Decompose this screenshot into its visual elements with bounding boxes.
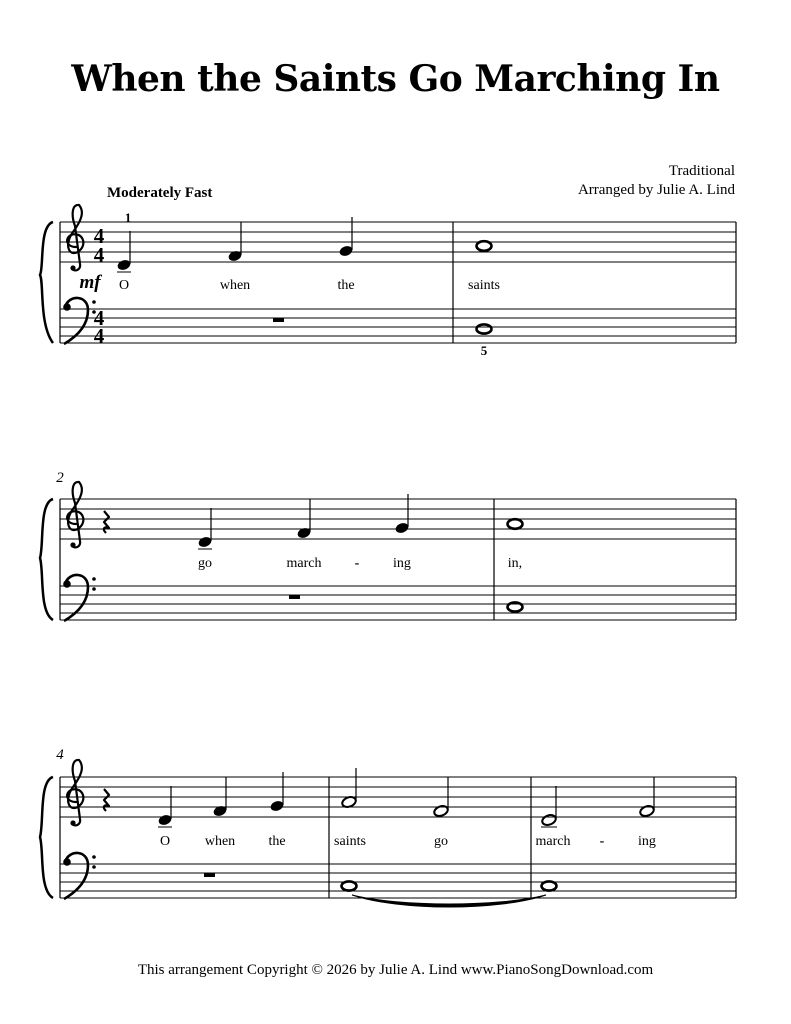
quarter-note: [212, 804, 227, 817]
fingering-number: 5: [480, 343, 488, 358]
song-title: When the Saints Go Marching In: [71, 58, 720, 100]
treble-staff-lines: [60, 499, 736, 539]
tempo-marking: Moderately Fast: [107, 185, 213, 201]
treble-clef-icon: [67, 760, 83, 826]
time-signature-bottom: 4: [93, 243, 105, 267]
bass-staff-lines: [60, 586, 736, 620]
whole-rest: [273, 318, 284, 322]
whole-note: [542, 881, 557, 890]
lyric-hyphen: -: [599, 834, 605, 849]
grand-staff-brace: [40, 499, 53, 620]
whole-rest: [204, 873, 215, 877]
lyric: in,: [507, 556, 523, 571]
quarter-note: [157, 813, 172, 826]
half-note: [433, 804, 449, 817]
system-1: [40, 205, 736, 358]
lyric: when: [204, 834, 236, 849]
whole-note: [342, 881, 357, 890]
lyric: go: [198, 556, 212, 571]
system-3: [40, 747, 736, 907]
time-signature-top: 4: [93, 306, 105, 330]
bass-clef-icon: [63, 575, 96, 621]
treble-staff-lines: [60, 777, 736, 817]
composer-line: Traditional: [668, 163, 735, 179]
arranger-line: Arranged by Julie A. Lind: [577, 182, 735, 198]
time-signature-bottom: 4: [93, 324, 105, 348]
half-note: [541, 813, 557, 826]
lyric-hyphen: -: [354, 556, 360, 571]
quarter-rest: [104, 789, 109, 811]
tie: [352, 895, 546, 907]
dynamic-marking: mf: [79, 272, 101, 293]
quarter-note: [227, 249, 242, 262]
lyric: march: [286, 556, 322, 571]
grand-staff-brace: [40, 222, 53, 343]
lyric: O: [159, 834, 171, 849]
quarter-rest: [104, 511, 109, 533]
quarter-note: [394, 521, 409, 534]
lyric: saints: [468, 278, 500, 293]
quarter-note: [269, 799, 284, 812]
bass-clef-icon: [63, 298, 96, 344]
lyric: the: [268, 834, 286, 849]
quarter-note: [197, 535, 212, 548]
quarter-note: [116, 258, 131, 271]
lyric: the: [337, 278, 355, 293]
whole-note: [508, 519, 523, 529]
lyric: saints: [334, 834, 366, 849]
whole-rest: [289, 595, 300, 599]
lyric: ing: [638, 834, 656, 849]
treble-clef-icon: [67, 205, 83, 271]
fingering-number: 1: [124, 210, 132, 225]
whole-note: [477, 241, 492, 251]
measure-number: 4: [56, 747, 64, 763]
treble-clef-icon: [67, 482, 83, 548]
quarter-note: [338, 244, 353, 257]
half-note: [639, 804, 655, 817]
system-2: [40, 470, 736, 621]
quarter-note: [296, 526, 311, 539]
lyric: when: [219, 278, 251, 293]
lyric: march: [535, 834, 571, 849]
treble-staff-lines: [60, 222, 736, 262]
measure-number: 2: [56, 470, 64, 486]
bass-staff-lines: [60, 864, 736, 898]
lyric: O: [118, 278, 130, 293]
copyright-footer: This arrangement Copyright © 2026 by Julie A. Lind www.PianoSongDownload.com: [137, 962, 654, 978]
grand-staff-brace: [40, 777, 53, 898]
bass-clef-icon: [63, 853, 96, 899]
lyric: go: [434, 834, 448, 849]
time-signature-top: 4: [93, 224, 105, 248]
whole-note: [477, 324, 492, 333]
bass-staff-lines: [60, 309, 736, 343]
lyric: ing: [393, 556, 411, 571]
